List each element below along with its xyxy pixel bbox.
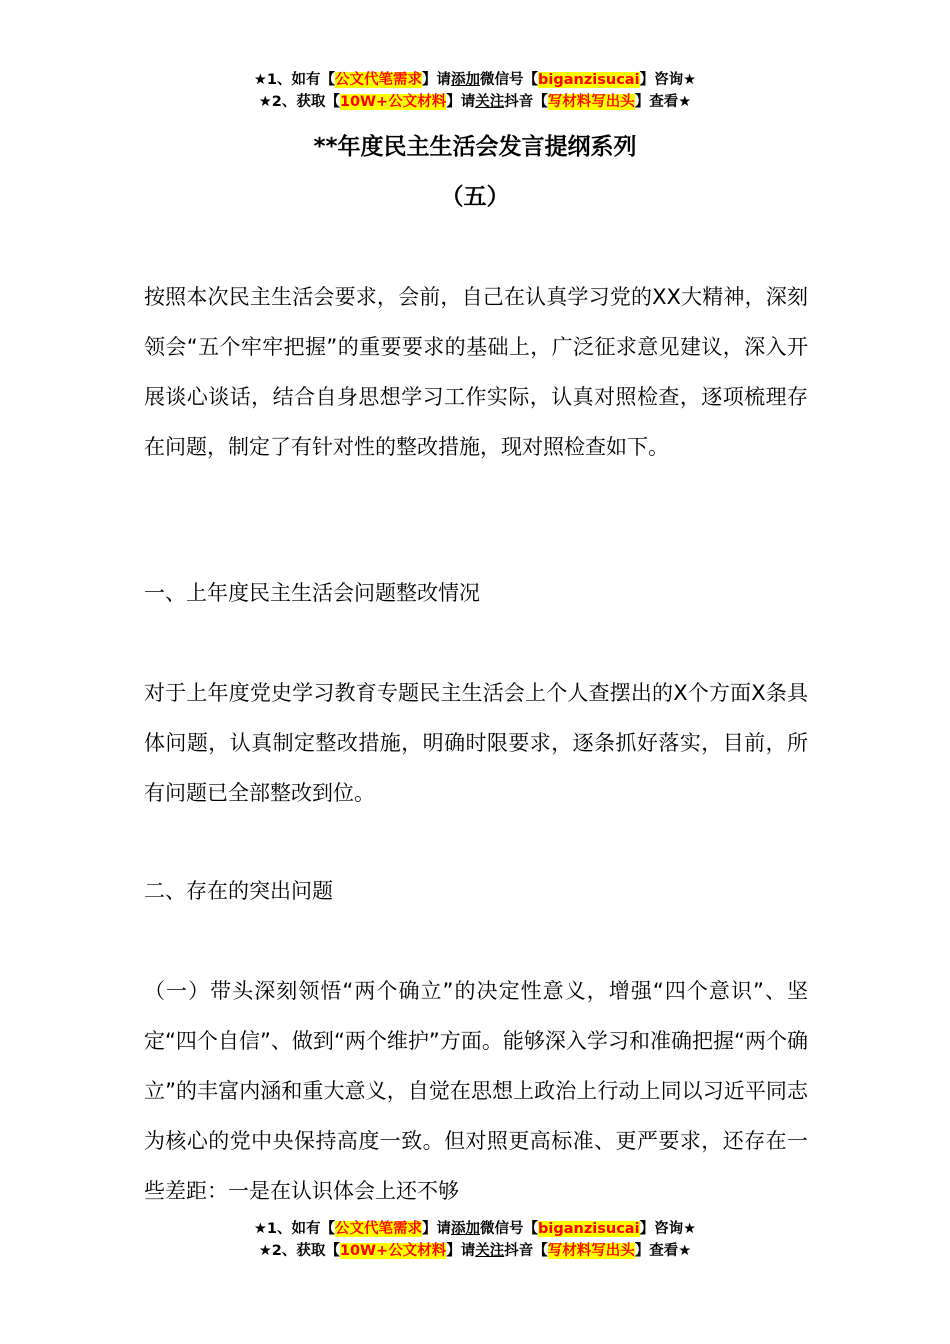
banner-text: 】咨询★: [639, 72, 697, 88]
banner-text: ★2、获取【: [258, 94, 340, 110]
banner-highlight: 公文代笔需求: [335, 72, 423, 88]
banner-underlined-text: 关注: [475, 1243, 505, 1259]
banner-highlight: 公文代笔需求: [335, 1221, 423, 1237]
banner-text: 微信号【: [480, 1221, 539, 1237]
banner-highlight: 写材料写出头: [547, 94, 635, 110]
banner-highlight: 10W+公文材料: [339, 1243, 447, 1259]
banner-line-2: [0, 91, 950, 113]
section-heading-1: [144, 568, 808, 618]
banner-underlined-text: 关注: [475, 94, 505, 110]
banner-text: ★1、如有【: [253, 72, 336, 88]
banner-text: ★2、获取【: [258, 1243, 340, 1259]
banner-text: 抖音【: [504, 94, 548, 110]
paragraph-text: 按照本次民主生活会要求，会前，自己在认真学习党的XX大精神，深刻领会“五个牢牢把握”的重要要求的基础上，广泛征求意见建议，深入开展谈心谈话，结合自身思想学习工作实际，认真对照检查，逐项梳理存在问题，制定了有针对性的整改措施，现对照检查如下。: [144, 285, 808, 459]
banner-highlight: biganzisucai: [538, 1221, 640, 1237]
document-title: **年度民主生活会发言提纲系列: [313, 134, 637, 160]
banner-line-2: [0, 1240, 950, 1262]
banner-underlined-text: 添加: [451, 72, 481, 88]
banner-text: 】请: [446, 94, 476, 110]
banner-line-1: [0, 1218, 950, 1240]
banner-text: 】咨询★: [639, 1221, 697, 1237]
footer-banner: [0, 1218, 950, 1262]
banner-text: 】请: [422, 72, 452, 88]
banner-text: 抖音【: [504, 1243, 548, 1259]
banner-text: 】请: [446, 1243, 476, 1259]
banner-highlight: 10W+公文材料: [339, 94, 447, 110]
section-1-paragraph: [144, 668, 808, 818]
document-subtitle: （五）: [440, 184, 510, 210]
intro-paragraph: [144, 272, 808, 472]
heading-text: 二、存在的突出问题: [144, 879, 333, 903]
banner-highlight: biganzisucai: [538, 72, 640, 88]
banner-line-1: [0, 69, 950, 91]
banner-highlight: 写材料写出头: [547, 1243, 635, 1259]
banner-text: 】查看★: [634, 1243, 692, 1259]
paragraph-text: （一）带头深刻领悟“两个确立”的决定性意义，增强“四个意识”、坚定“四个自信”、做到“两个维护”方面。能够深入学习和准确把握“两个确立”的丰富内涵和重大意义，自觉在思想上政治上行动上同以习近平同志为核心的党中央保持高度一致。但对照更高标准、更严要求，还存在一些差距：一是在认识体会上还不够: [144, 979, 808, 1203]
banner-text: ★1、如有【: [253, 1221, 336, 1237]
header-banner: [0, 69, 950, 113]
heading-text: 一、上年度民主生活会问题整改情况: [144, 581, 480, 605]
banner-text: 】查看★: [634, 94, 692, 110]
section-heading-2: [144, 866, 808, 916]
banner-underlined-text: 添加: [451, 1221, 481, 1237]
banner-text: 微信号【: [480, 72, 539, 88]
paragraph-text: 对于上年度党史学习教育专题民主生活会上个人查摆出的X个方面X条具体问题，认真制定整改措施，明确时限要求，逐条抓好落实，目前，所有问题已全部整改到位。: [144, 681, 808, 805]
banner-text: 】请: [422, 1221, 452, 1237]
section-2-paragraph: [144, 966, 808, 1216]
